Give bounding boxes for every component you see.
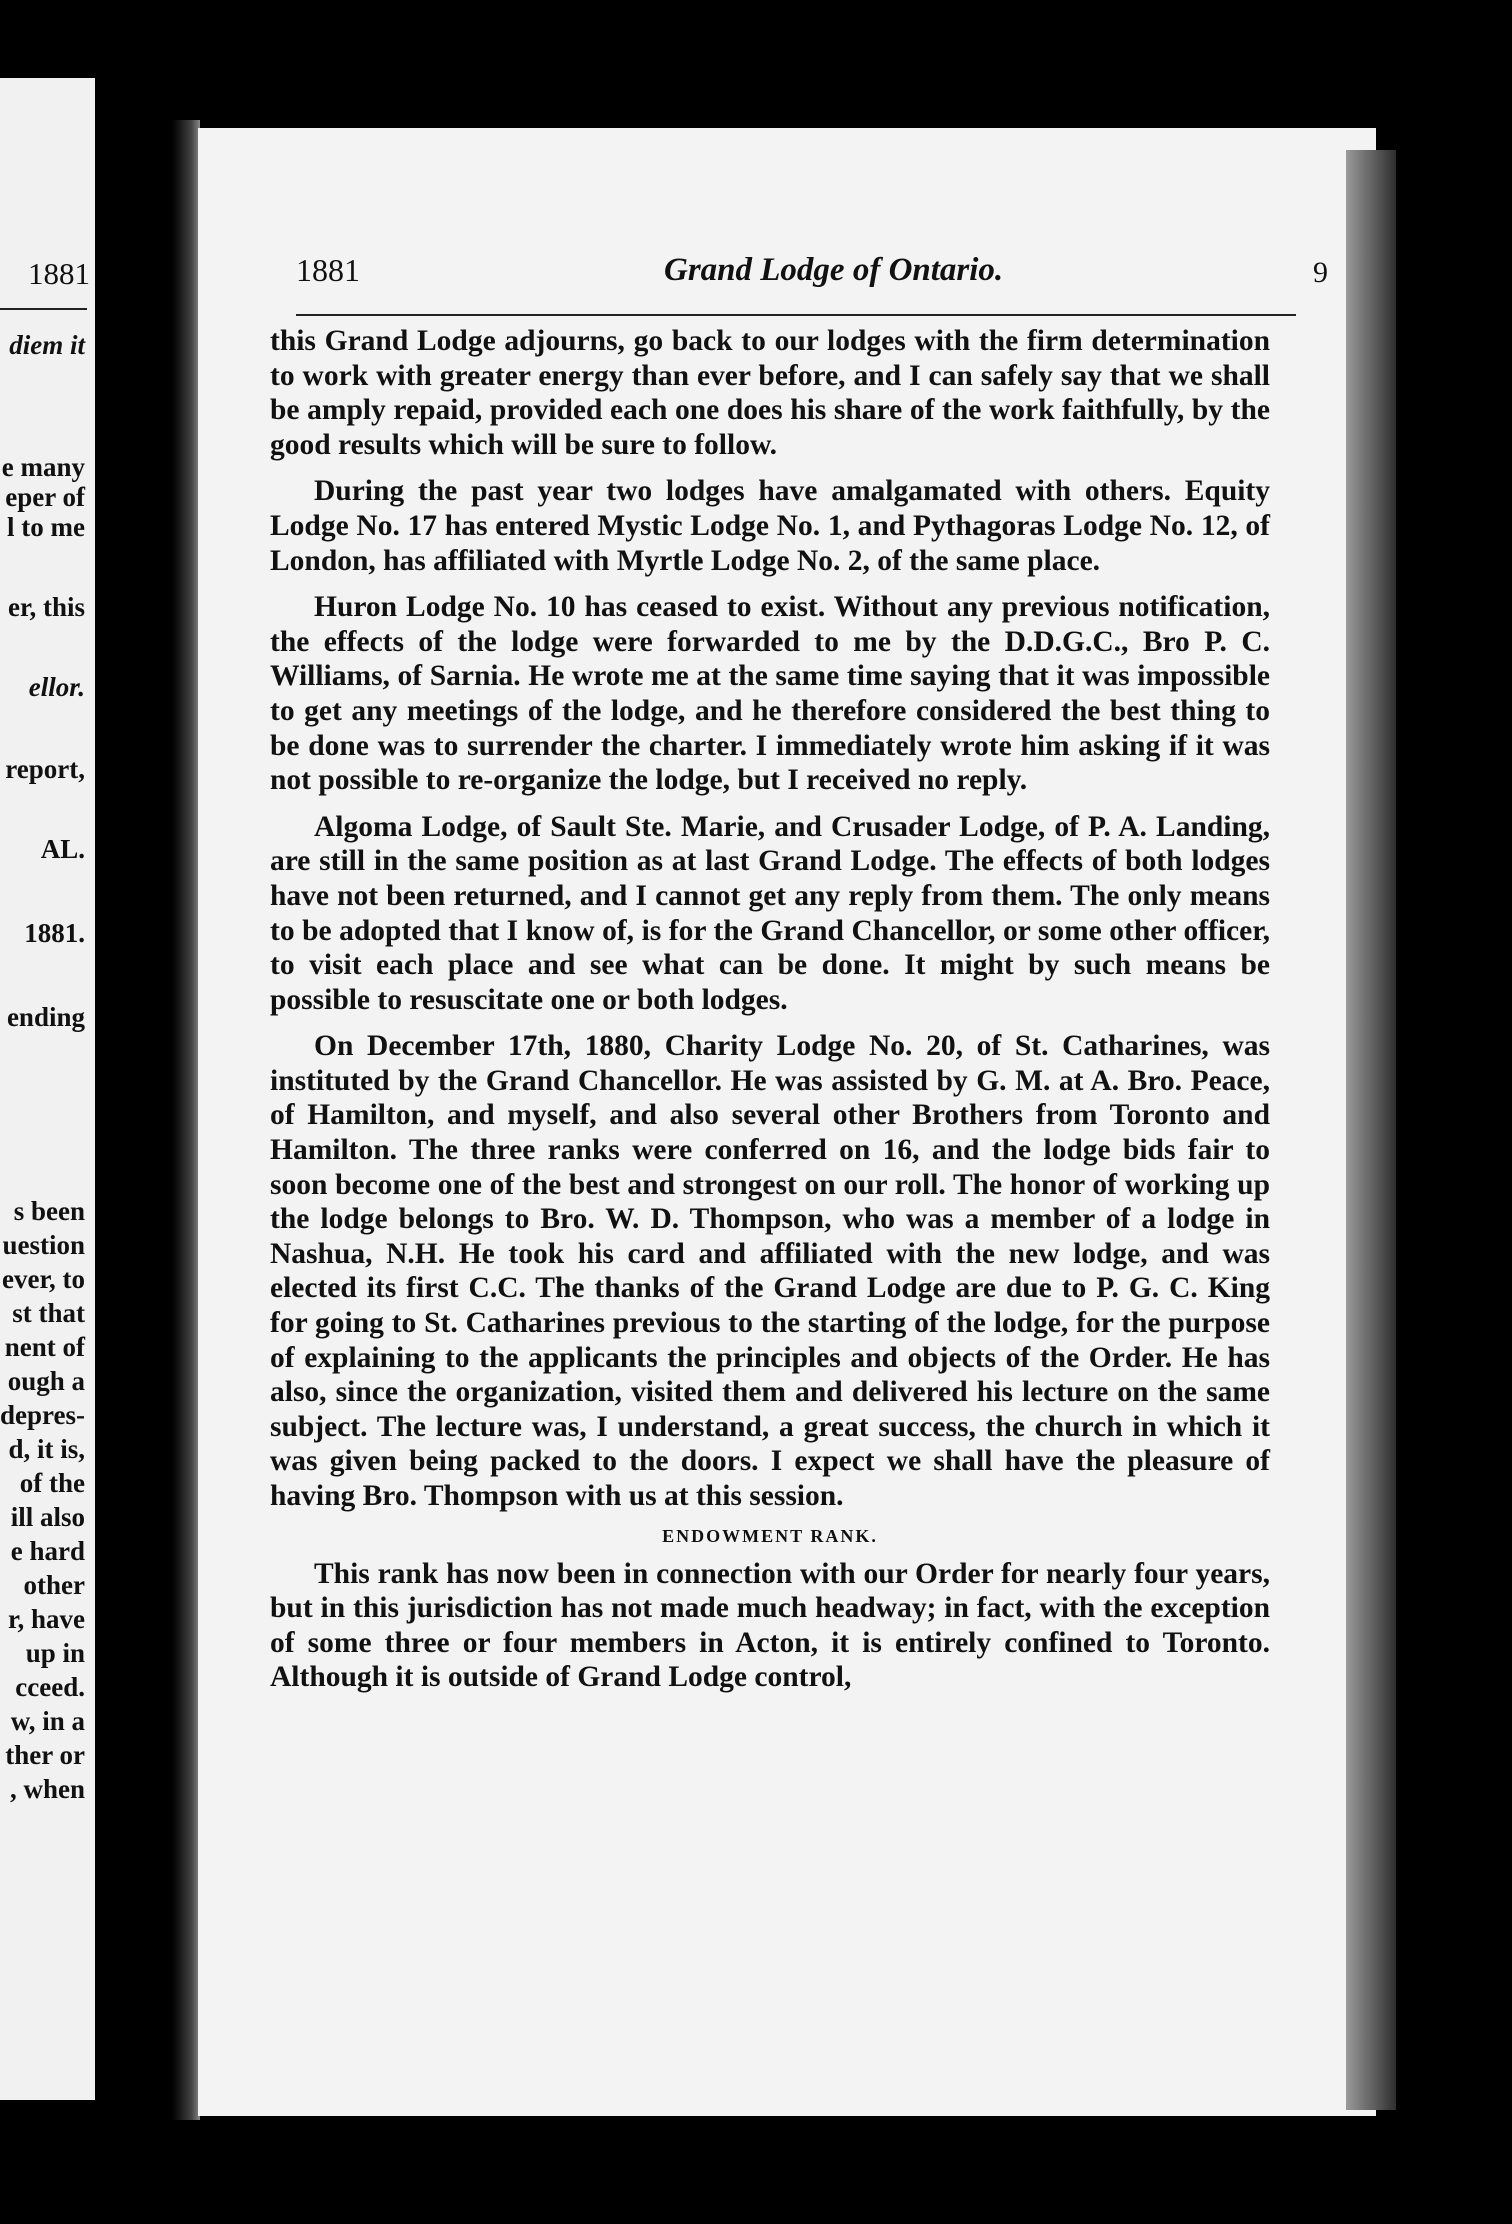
fragment-line: 1881. (24, 918, 85, 948)
fragment-line: ending (6, 1002, 85, 1032)
fragment-line: s been (13, 1196, 85, 1226)
fragment-line: e hard (10, 1536, 85, 1566)
previous-page-year: 1881 (28, 256, 90, 291)
header-rule (296, 314, 1296, 316)
paragraph: This rank has now been in connection with our Order for nearly four years, but in this jurisdiction has not made much headway; in fact, with the exception of some three or four members in Acton, it is entirely confined to Toronto. Although it is outside of Grand Lodge control, (270, 1557, 1270, 1694)
page-edge-shadow (1346, 150, 1396, 2110)
fragment-line: ever, to (2, 1264, 85, 1294)
fragment-line: r, have (7, 1604, 85, 1634)
page-body (270, 324, 1270, 1707)
paragraph: Huron Lodge No. 10 has ceased to exist. Without any previous notification, the effects of the lodge were forwarded to me by the D.D.G.C., Bro P. C. Williams, of Sarnia. He wrote me at the same time saying that it was impossible to get any meetings of the lodge, and he therefore considered the best thing to be done was to surrender the charter. I immediately wrote him asking if it was not possible to re-organize the lodge, but I received no reply. (270, 591, 1270, 797)
fragment-line: diem it (9, 330, 85, 360)
fragment-line: ellor. (28, 672, 85, 702)
paragraph: During the past year two lodges have amalgamated with others. Equity Lodge No. 17 has entered Mystic Lodge No. 1, and Pythagoras Lodge No. 12, of London, has affiliated with Myrtle Lodge No. 2, of the same place. (270, 475, 1270, 577)
fragment-line: er, this (7, 592, 85, 622)
fragment-line: ill also (10, 1502, 85, 1532)
fragment-line: l to me (7, 512, 85, 542)
book-page (198, 128, 1376, 2116)
running-head-title: Grand Lodge of Ontario. (664, 252, 1004, 288)
fragment-line: report, (5, 754, 85, 784)
fragment-line: up in (25, 1638, 85, 1668)
fragment-line: uestion (2, 1230, 85, 1260)
fragment-line: d, it is, (8, 1434, 85, 1464)
paragraph: Algoma Lodge, of Sault Ste. Marie, and Crusader Lodge, of P. A. Landing, are still in the same position as at last Grand Lodge. The effects of both lodges have not been returned, and I cannot get any reply from them. The only means to be adopted that I know of, is for the Grand Chancellor, or some other officer, to visit each place and see what can be done. It might by such means be possible to resuscitate one or both lodges. (270, 810, 1270, 1016)
page-spine-edge (172, 120, 200, 2120)
fragment-line: , when (9, 1774, 85, 1804)
fragment-line: eper of (5, 482, 85, 512)
fragment-line: of the (19, 1468, 85, 1498)
fragment-line: ther or (5, 1740, 85, 1770)
running-head-year: 1881 (296, 252, 360, 288)
paragraph: On December 17th, 1880, Charity Lodge No. 20, of St. Catharines, was instituted by the Grand Chancellor. He was assisted by G. M. at A. Bro. Peace, of Hamilton, and myself, and also several other Brothers from Toronto and Hamilton. The three ranks were conferred on 16, and the lodge bids fair to soon become one of the best and strongest on our roll. The honor of working up the lodge belongs to Bro. W. D. Thompson, who was a member of a lodge in Nashua, N.H. He took his card and affiliated with the new lodge, and was elected its first C.C. The thanks of the Grand Lodge are due to P. G. C. King for going to St. Catharines previous to the starting of the lodge, for the purpose of explaining to the applicants the principles and objects of the Order. He has also, since the organization, visited them and delivered his lecture on the same subject. The lecture was, I understand, a great success, the church in which it was given being packed to the doors. I expect we shall have the pleasure of having Bro. Thompson with us at this session. (270, 1030, 1270, 1512)
paragraph: this Grand Lodge adjourns, go back to our lodges with the firm determination to work with greater energy than ever before, and I can safely say that we shall be amply repaid, provided each one does his share of the work faithfully, by the good results which will be sure to follow. (270, 325, 1270, 461)
fragment-line: cceed. (15, 1672, 85, 1702)
fragment-line: e many (1, 452, 85, 482)
fragment-line: w, in a (10, 1706, 85, 1736)
page-number: 9 (1313, 256, 1328, 289)
fragment-line: nent of (4, 1332, 85, 1362)
fragment-line: AL. (40, 834, 85, 864)
previous-page-fragment (0, 78, 95, 2100)
section-heading: ENDOWMENT RANK. (662, 1525, 878, 1546)
fragment-line: st that (12, 1298, 85, 1328)
fragment-line: ough a (7, 1366, 85, 1396)
fragment-line: depres- (0, 1400, 85, 1430)
previous-page-rule (0, 308, 87, 310)
fragment-line: other (23, 1570, 85, 1600)
running-head (296, 252, 1374, 302)
